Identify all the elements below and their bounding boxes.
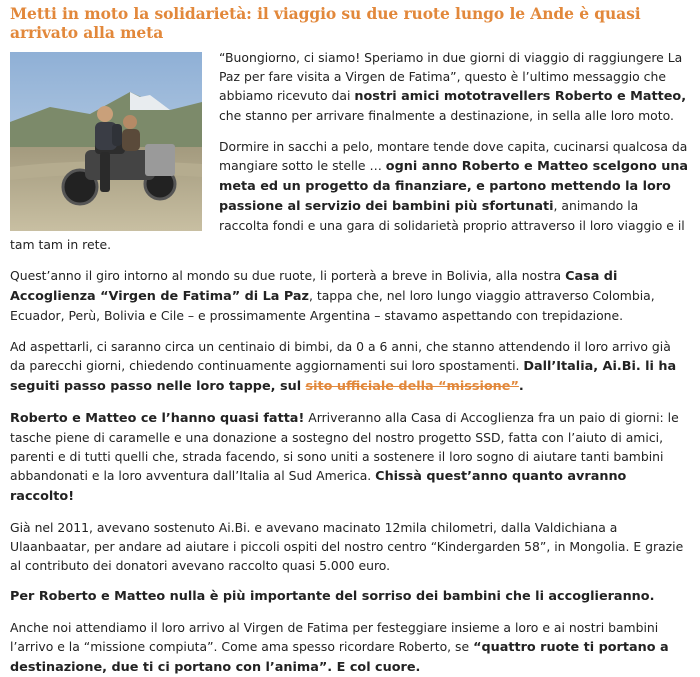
motorcycle-travelers-photo — [10, 52, 202, 231]
paragraph-5-bold-a: Roberto e Matteo ce l’hanno quasi fatta! — [10, 411, 305, 426]
paragraph-8 — [10, 618, 690, 677]
paragraph-5-bold-b: Chissà quest’anno quanto avranno raccolto! — [10, 469, 627, 504]
paragraph-3-text-b: , tappa che, nel loro lungo viaggio attraverso Colombia, Ecuador, Perù, Bolivia e Cile – e prossimamente Argentina – stavamo aspettando con trepidazione. — [10, 288, 655, 323]
paragraph-7: Per Roberto e Matteo nulla è più importante del sorriso dei bambini che li accoglieranno. — [10, 589, 655, 604]
paragraph-1-text-a: “Buongiorno, ci siamo! Speriamo in due giorni di viaggio di raggiungere La Paz per fare visita a Virgen de Fatima”, questo è l’ultimo messaggio che abbiamo ricevuto dai — [219, 50, 683, 103]
paragraph-4-period: . — [518, 379, 524, 394]
paragraph-1-bold: nostri amici mototravellers Roberto e Matteo, — [354, 89, 687, 104]
paragraph-1-text-b: che stanno per arrivare finalmente a destinazione, in sella alle loro moto. — [219, 108, 674, 123]
mission-site-link[interactable]: sito ufficiale della “missione” — [305, 379, 519, 394]
paragraph-5-text: Arriveranno alla Casa di Accoglienza fra un paio di giorni: le tasche piene di caramelle e una donazione a sostegno del nostro progetto SSD, fatta con l’aiuto di amici, parenti e di tutti quelli che, strada facendo, si sono uniti a sostenere il loro sogno di aiutare tanti bambini abbandonati e la loro avventura dall’Italia al Sud America. — [10, 410, 679, 483]
paragraph-2-text-a: Dormire in sacchi a pelo, montare tende dove capita, cucinarsi qualcosa da mangiare sotto le stelle … — [219, 139, 688, 173]
paragraph-4-bold: Dall’Italia, Ai.Bi. li ha seguiti passo passo nelle loro tappe, sul — [10, 359, 677, 394]
paragraph-3-bold: Casa di Accoglienza “Virgen de Fatima” di La Paz — [10, 269, 618, 304]
paragraph-2-text-b: , animando la raccolta fondi e una gara di solidarietà proprio attraverso il loro viaggio e il tam tam in rete. — [10, 198, 685, 252]
article-title: Metti in moto la solidarietà: il viaggio su due ruote lungo le Ande è quasi arrivato alla meta — [10, 4, 641, 42]
paragraph-5 — [10, 408, 690, 506]
paragraph-4 — [10, 337, 690, 396]
paragraph-3 — [10, 266, 690, 325]
paragraph-3-text-a: Quest’anno il giro intorno al mondo su due ruote, li porterà a breve in Bolivia, alla nostra — [10, 268, 566, 283]
paragraph-8-text: Anche noi attendiamo il loro arrivo al Virgen de Fatima per festeggiare insieme a loro e ai nostri bambini l’arrivo e la “missione compiuta”. Come ama spesso ricordare Roberto, se — [10, 620, 659, 654]
paragraph-8-bold: “quattro ruote ti portano a destinazione, due ti ci portano con l’anima”. E col cuore. — [10, 640, 669, 675]
paragraph-6: Già nel 2011, avevano sostenuto Ai.Bi. e avevano macinato 12mila chilometri, dalla Valdichiana a Ulaanbaatar, per andare ad aiutare i piccoli ospiti del nostro centro “Kindergarden 58”, in Mongolia. E grazie al contributo dei donatori avevano raccolto quasi 5.000 euro. — [10, 520, 684, 573]
paragraph-2-bold: ogni anno Roberto e Matteo scelgono una meta ed un progetto da finanziare, e partono mettendo la loro passione al servizio dei bambini più sfortunati — [219, 159, 689, 214]
paragraph-4-text: Ad aspettarli, ci saranno circa un centinaio di bimbi, da 0 a 6 anni, che stanno attendendo il loro arrivo già da parecchi giorni, chiedendo continuamente aggiornamenti sui loro spostamenti. — [10, 339, 671, 373]
